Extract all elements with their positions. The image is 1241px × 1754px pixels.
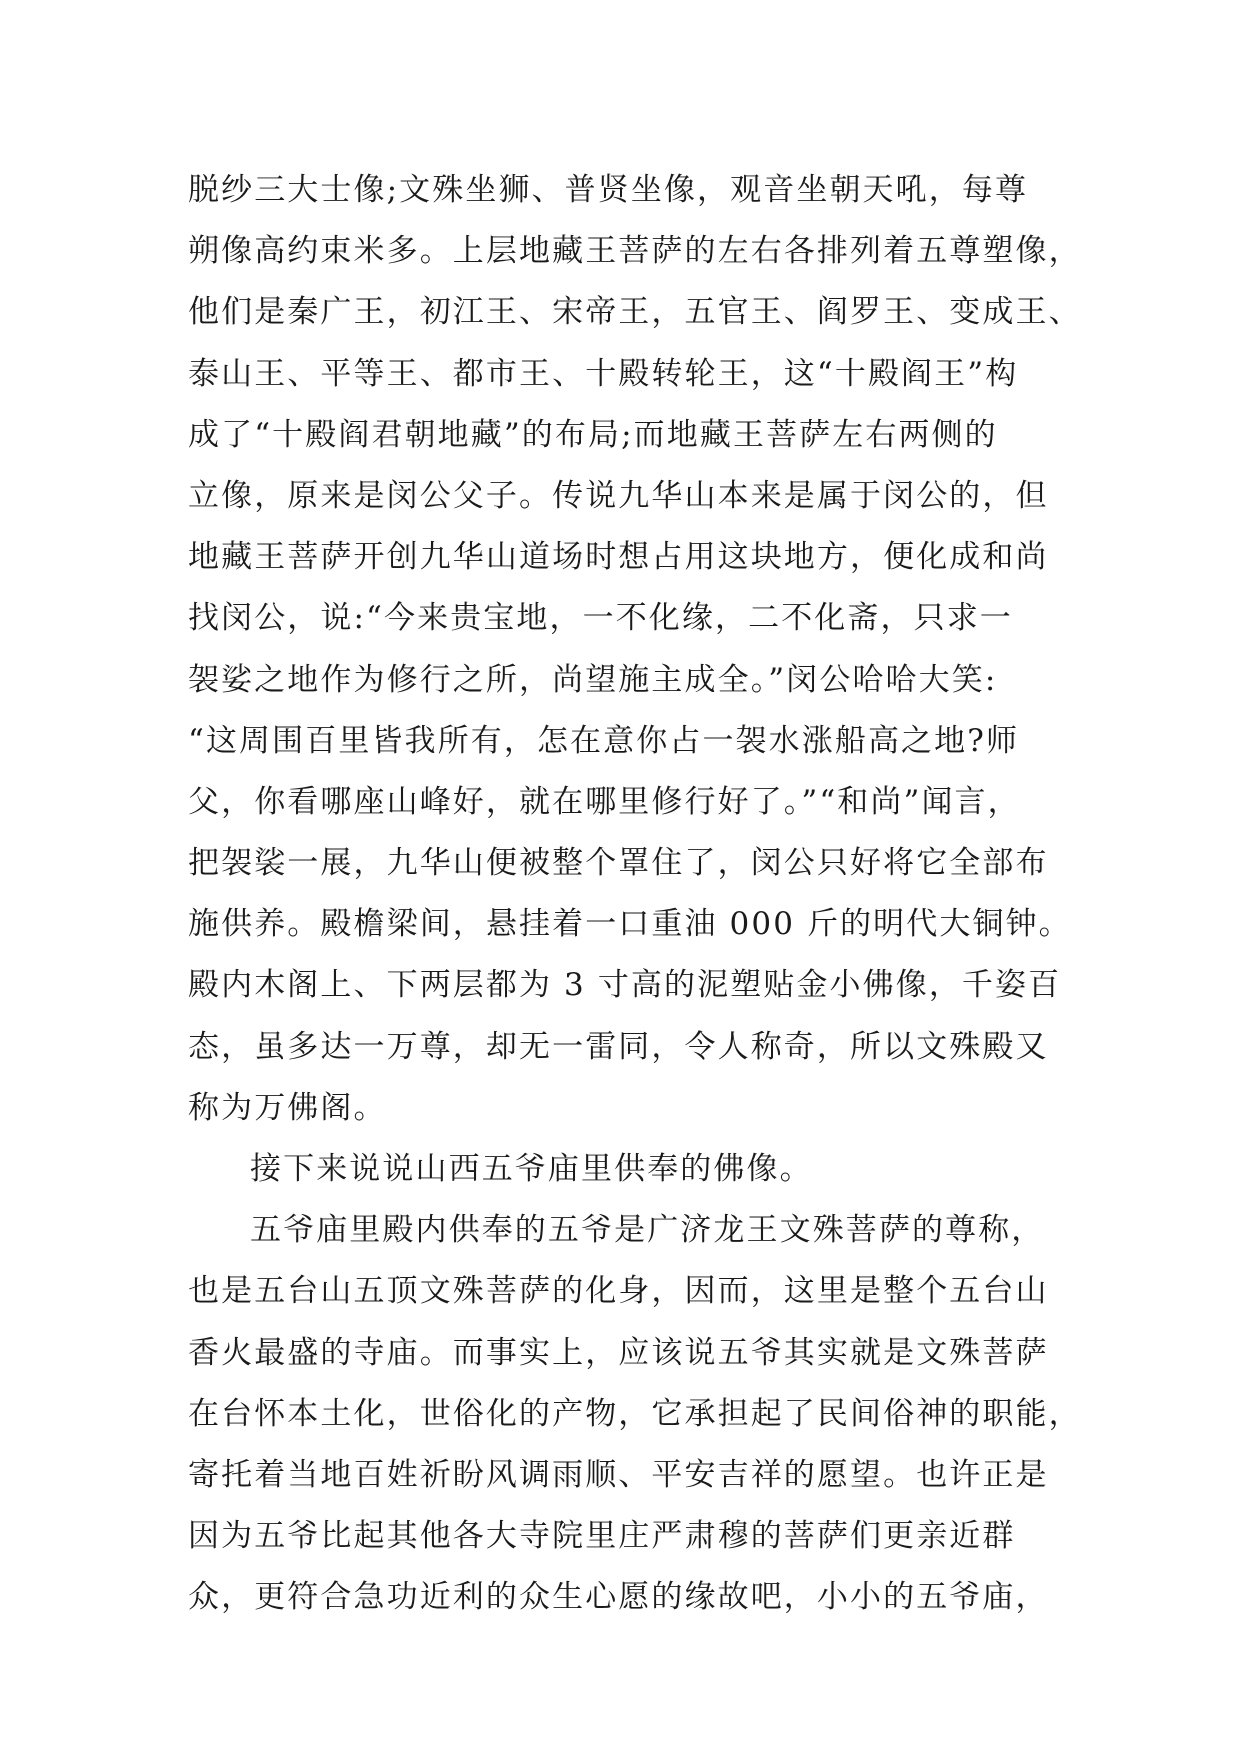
text-line: 众，更符合急功近利的众生心愿的缘故吧，小小的五爷庙， xyxy=(188,1579,1049,1616)
text-line: 在台怀本土化，世俗化的产物，它承担起了民间俗神的职能， xyxy=(188,1395,1082,1432)
text-line: 态，虽多达一万尊，却无一雷同，令人称奇，所以文殊殿又 xyxy=(188,1028,1049,1065)
text-line: 因为五爷比起其他各大寺院里庄严肃穆的菩萨们更亲近群 xyxy=(188,1518,1016,1555)
text-line: 泰山王、平等王、都市王、十殿转轮王，这“十殿阎王”构 xyxy=(188,355,1019,392)
text-line: 也是五台山五顶文殊菩萨的化身，因而，这里是整个五台山 xyxy=(188,1273,1049,1310)
body-text xyxy=(188,160,1082,1629)
text-line: “这周围百里皆我所有，怎在意你占一袈水涨船高之地?师 xyxy=(188,722,1020,759)
text-line: 把袈裟一展，九华山便被整个罩住了，闵公只好将它全部布 xyxy=(188,845,1049,882)
text-line: 香火最盛的寺庙。而事实上，应该说五爷其实就是文殊菩萨 xyxy=(188,1334,1049,1371)
text-line: 称为万佛阁。 xyxy=(188,1089,387,1126)
text-line: 找闵公，说:“今来贵宝地，一不化缘，二不化斋，只求一 xyxy=(188,600,1013,637)
text-line: 殿内木阁上、下两层都为 3 寸高的泥塑贴金小佛像，千姿百 xyxy=(188,967,1062,1004)
text-line: 施供养。殿檐梁间，悬挂着一口重油 000 斤的明代大铜钟。 xyxy=(188,906,1072,943)
text-line: 他们是秦广王，初江王、宋帝王，五官王、阎罗王、变成王、 xyxy=(188,294,1082,331)
text-line: 五爷庙里殿内供奉的五爷是广济龙王文殊菩萨的尊称， xyxy=(250,1212,1045,1249)
text-line: 脱纱三大士像;文殊坐狮、普贤坐像，观音坐朝天吼，每尊 xyxy=(188,172,1029,208)
text-line: 成了“十殿阎君朝地藏”的布局;而地藏王菩萨左右两侧的 xyxy=(188,416,998,453)
text-line: 立像，原来是闵公父子。传说九华山本来是属于闵公的，但 xyxy=(188,477,1049,514)
text-line: 地藏王菩萨开创九华山道场时想占用这块地方，便化成和尚 xyxy=(188,539,1049,576)
text-line: 朔像高约束米多。上层地藏王菩萨的左右各排列着五尊塑像， xyxy=(188,233,1082,270)
text-line: 寄托着当地百姓祈盼风调雨顺、平安吉祥的愿望。也许正是 xyxy=(188,1456,1049,1493)
text-line: 袈娑之地作为修行之所，尚望施主成全。”闵公哈哈大笑: xyxy=(188,661,998,698)
text-line: 接下来说说山西五爷庙里供奉的佛像。 xyxy=(250,1151,813,1187)
text-line: 父，你看哪座山峰好，就在哪里修行好了。”“和尚”闻言， xyxy=(188,783,1021,820)
